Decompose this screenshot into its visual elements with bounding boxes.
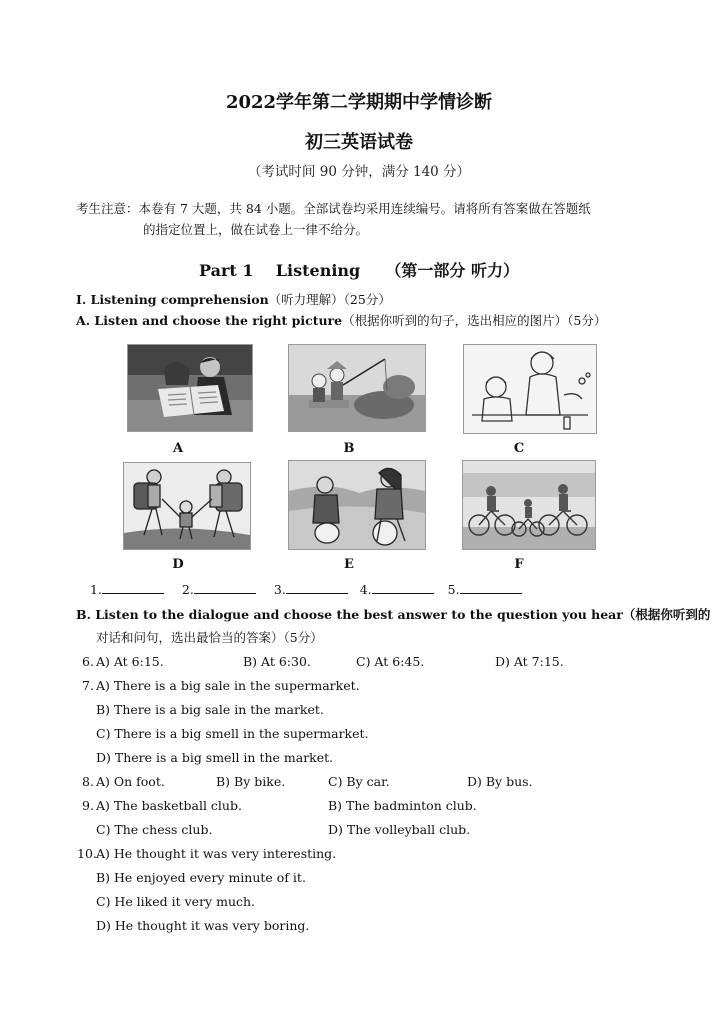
part1-heading: [0, 258, 718, 281]
exam-title: 2022学年第二学期期中学情诊断: [225, 92, 493, 113]
picking-up-litter-icon: [289, 461, 425, 549]
picture-label-d: D: [172, 557, 184, 572]
picture-a: [127, 344, 253, 432]
option-text: A) At 6:15.: [96, 654, 164, 669]
part1-title: Part 1 Listening: [199, 261, 361, 280]
question-number: 8.: [82, 774, 94, 789]
family-reading-newspaper-icon: [128, 345, 252, 431]
part1-title-cn: （第一部分 听力）: [385, 261, 519, 280]
picture-label-b: B: [343, 441, 355, 456]
cooking-together-icon: [464, 345, 596, 433]
picture-d: [123, 462, 251, 550]
option-text: B) There is a big sale in the market.: [96, 702, 324, 717]
question-number: 9.: [82, 798, 94, 813]
answer-blank-2[interactable]: [194, 581, 256, 594]
question-number: 10.: [77, 846, 97, 861]
section-i-title: I. Listening comprehension: [76, 292, 269, 307]
section-b-title-line-1: B. Listen to the dialogue and choose the best answer to the question you hear（根据你听到的: [76, 607, 711, 622]
question-number: 6.: [82, 654, 94, 669]
option-text: A) The basketball club.: [96, 798, 242, 813]
blank-number-2: 2.: [181, 582, 194, 597]
section-i-heading: [76, 290, 391, 308]
section-a-title-cn: （根据你听到的句子，选出相应的图片）（5分）: [342, 313, 607, 328]
option-text: C) By car.: [328, 774, 390, 789]
answer-blank-4[interactable]: [372, 581, 434, 594]
picture-label-f: F: [514, 557, 524, 572]
option-text: B) The badminton club.: [328, 798, 477, 813]
option-text: D) By bus.: [467, 774, 533, 789]
picture-label-a: A: [172, 441, 184, 456]
family-cycling-icon: [463, 461, 595, 549]
section-a-title: A. Listen and choose the right picture: [76, 313, 343, 328]
option-text: C) There is a big smell in the supermarket.: [96, 726, 369, 741]
option-text: B) At 6:30.: [243, 654, 311, 669]
notice-line-1: 考生注意：本卷有 7 大题，共 84 小题。全部试卷均采用连续编号。请将所有答案做在答题纸: [76, 201, 591, 216]
option-text: A) On foot.: [96, 774, 165, 789]
answer-blank-1[interactable]: [102, 581, 164, 594]
blank-number-4: 4.: [359, 582, 372, 597]
option-text: C) He liked it very much.: [96, 894, 256, 909]
option-text: D) There is a big smell in the market.: [96, 750, 334, 765]
option-text: D) He thought it was very boring.: [96, 918, 310, 933]
question-number: 7.: [82, 678, 94, 693]
option-text: B) By bike.: [216, 774, 286, 789]
option-text: C) The chess club.: [96, 822, 213, 837]
answer-blanks: [90, 581, 522, 597]
answer-blank-5[interactable]: [460, 581, 522, 594]
family-hiking-icon: [124, 463, 250, 549]
option-text: B) He enjoyed every minute of it.: [96, 870, 306, 885]
option-text: D) At 7:15.: [495, 654, 564, 669]
exam-subtitle: 初三英语试卷: [305, 132, 413, 153]
blank-number-3: 3.: [273, 582, 286, 597]
notice-line-2: 的指定位置上，做在试卷上一律不给分。: [143, 222, 369, 237]
blank-number-1: 1.: [90, 582, 102, 597]
option-text: C) At 6:45.: [356, 654, 425, 669]
section-a-heading: [76, 311, 606, 329]
picture-f: [462, 460, 596, 550]
section-i-title-cn: （听力理解）（25分）: [268, 292, 391, 307]
answer-blank-3[interactable]: [286, 581, 348, 594]
picture-label-c: C: [513, 441, 525, 456]
picture-c: [463, 344, 597, 434]
picture-label-e: E: [344, 557, 354, 572]
picture-e: [288, 460, 426, 550]
section-b-title-line-2: 对话和问句，选出最恰当的答案）（5分）: [96, 630, 323, 645]
option-text: A) He thought it was very interesting.: [96, 846, 337, 861]
option-text: D) The volleyball club.: [328, 822, 471, 837]
children-fishing-icon: [289, 345, 425, 431]
option-text: A) There is a big sale in the supermarket.: [96, 678, 360, 693]
blank-number-5: 5.: [447, 582, 460, 597]
picture-b: [288, 344, 426, 432]
exam-info: （考试时间 90 分钟，满分 140 分）: [247, 164, 471, 180]
